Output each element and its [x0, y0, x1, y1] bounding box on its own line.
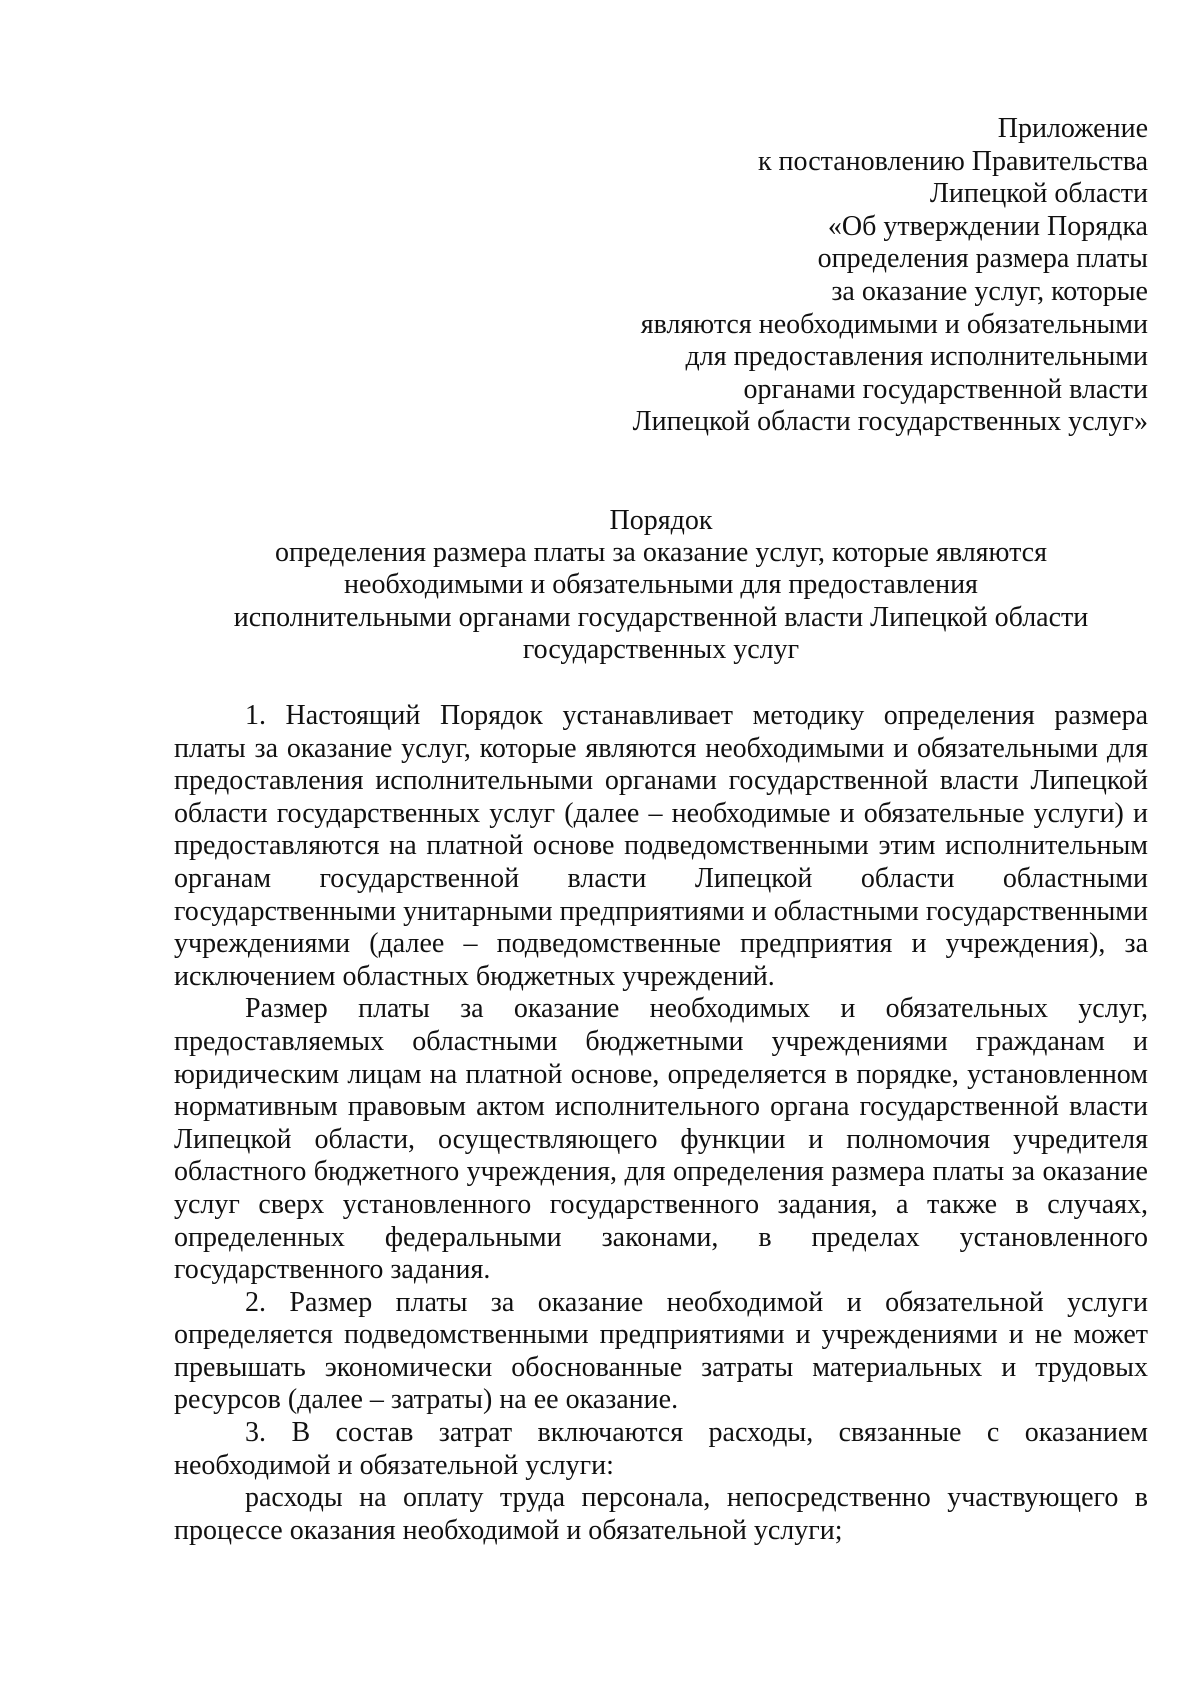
- paragraph: 2. Размер платы за оказание необходимой и обязательной услуги определяется подведомственными предприятиями и учреждениями и не может превышать экономически обоснованные затраты материальных и трудовых ресурсов (далее – затраты) на ее оказание.: [174, 1286, 1148, 1416]
- appendix-line: Липецкой области государственных услуг»: [632, 406, 1148, 438]
- appendix-line: являются необходимыми и обязательными: [640, 308, 1148, 340]
- title-line: необходимыми и обязательными для предоставления: [344, 569, 978, 601]
- appendix-line: для предоставления исполнительными: [685, 341, 1148, 373]
- title-line: исполнительными органами государственной власти Липецкой области: [233, 601, 1089, 633]
- document-title: [174, 505, 1148, 666]
- appendix-line: «Об утверждении Порядка: [827, 210, 1148, 242]
- title-line: государственных услуг: [522, 633, 800, 665]
- appendix-line: Липецкой области: [929, 178, 1148, 210]
- paragraph: 1. Настоящий Порядок устанавливает методику определения размера платы за оказание услуг, которые являются необходимыми и обязательными для предоставления исполнительными органами государственной власти Липецкой области государственных услуг (далее – необходимые и обязательные услуги) и предоставляются на платной основе подведомственными этим исполнительным органам государственной власти Липецкой области областными государственными унитарными предприятиями и областными государственными учреждениями (далее – подведомственные предприятия и учреждения), за исключением областных бюджетных учреждений.: [174, 700, 1148, 992]
- appendix-line: к постановлению Правительства: [757, 145, 1148, 177]
- appendix-header: [508, 113, 1148, 439]
- appendix-line: определения размера платы: [817, 243, 1148, 275]
- appendix-line: Приложение: [997, 113, 1148, 144]
- document-body: [174, 700, 1148, 1547]
- paragraph: 3. В состав затрат включаются расходы, связанные с оказанием необходимой и обязательной услуги:: [174, 1417, 1148, 1481]
- appendix-line: за оказание услуг, которые: [831, 275, 1148, 307]
- appendix-line: органами государственной власти: [743, 373, 1148, 405]
- title-line: определения размера платы за оказание услуг, которые являются: [275, 537, 1047, 569]
- paragraph: расходы на оплату труда персонала, непосредственно участвующего в процессе оказания необходимой и обязательной услуги;: [174, 1482, 1148, 1546]
- title-heading: Порядок: [609, 505, 713, 536]
- paragraph: Размер платы за оказание необходимых и обязательных услуг, предоставляемых областными бюджетными учреждениями гражданам и юридическим лицам на платной основе, определяется в порядке, установленном нормативным правовым актом исполнительного органа государственной власти Липецкой области, осуществляющего функции и полномочия учредителя областного бюджетного учреждения, для определения размера платы за оказание услуг сверх установленного государственного задания, а также в случаях, определенных федеральными законами, в пределах установленного государственного задания.: [174, 993, 1148, 1286]
